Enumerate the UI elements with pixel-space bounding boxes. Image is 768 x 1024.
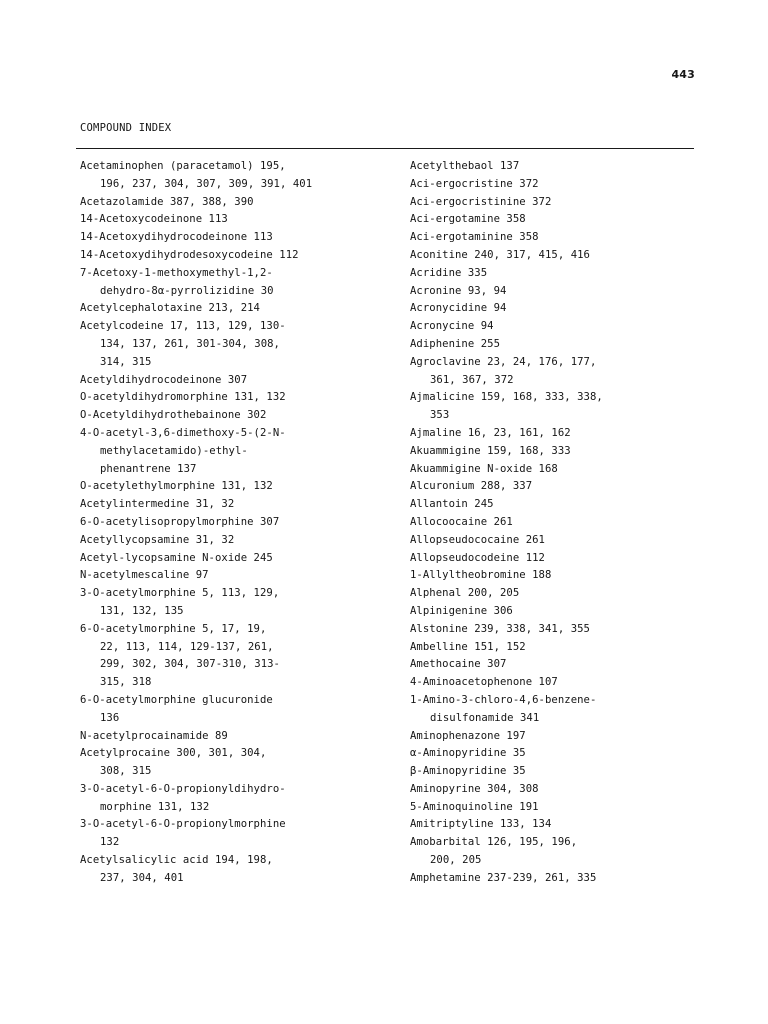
index-entry: 4-O-acetyl-3,6-dimethoxy-5-(2-N- bbox=[80, 426, 286, 439]
index-entry-continuation: phenantrene 137 bbox=[100, 462, 197, 475]
index-entry: 5-Aminoquinoline 191 bbox=[410, 800, 539, 813]
index-entry: Aci-ergocristine 372 bbox=[410, 177, 539, 190]
index-entry: Aci-ergotamine 358 bbox=[410, 213, 526, 226]
index-entry: Aconitine 240, 317, 415, 416 bbox=[410, 248, 590, 261]
index-entry: Acronycine 94 bbox=[410, 320, 494, 333]
index-entry-continuation: 132 bbox=[100, 836, 120, 849]
index-entry: Acronycidine 94 bbox=[410, 302, 507, 315]
index-entry: Alstonine 239, 338, 341, 355 bbox=[410, 622, 590, 635]
index-entry: 1-Allyltheobromine 188 bbox=[410, 569, 552, 582]
index-entry: Alcuronium 288, 337 bbox=[410, 480, 533, 493]
page-number: 443 bbox=[671, 68, 695, 81]
index-entry: Adiphenine 255 bbox=[410, 337, 500, 350]
index-entry: Allocoocaine 261 bbox=[410, 515, 513, 528]
index-entry: Acetyl-lycopsamine N-oxide 245 bbox=[80, 551, 273, 564]
index-entry: Agroclavine 23, 24, 176, 177, bbox=[410, 355, 597, 368]
index-entry: Allantoin 245 bbox=[410, 498, 494, 511]
index-entry-continuation: 308, 315 bbox=[100, 765, 152, 778]
index-entry: Acetylsalicylic acid 194, 198, bbox=[80, 854, 273, 867]
index-entry: Acetylthebaol 137 bbox=[410, 160, 520, 172]
index-entry: 3-O-acetyl-6-O-propionyldihydro- bbox=[80, 782, 286, 795]
index-entry: Ajmaline 16, 23, 161, 162 bbox=[410, 426, 571, 439]
index-entry: O-Acetyldihydrothebainone 302 bbox=[80, 409, 267, 422]
index-entry: Aci-ergotaminine 358 bbox=[410, 231, 539, 244]
index-entry: Acronine 93, 94 bbox=[410, 284, 507, 297]
index-entry: Amobarbital 126, 195, 196, bbox=[410, 836, 578, 849]
index-entry: 3-O-acetyl-6-O-propionylmorphine bbox=[80, 818, 286, 831]
index-entry: Amitriptyline 133, 134 bbox=[410, 818, 552, 831]
index-entry: 6-O-acetylmorphine 5, 17, 19, bbox=[80, 622, 267, 635]
index-entry-continuation: 299, 302, 304, 307-310, 313- bbox=[100, 658, 280, 671]
header-rule bbox=[76, 148, 694, 149]
index-entry-continuation: dehydro-8α-pyrrolizidine 30 bbox=[100, 284, 274, 297]
index-entry-continuation: 237, 304, 401 bbox=[100, 871, 184, 884]
index-entry: Acetylintermedine 31, 32 bbox=[80, 498, 235, 511]
index-entry: Aminopyrine 304, 308 bbox=[410, 782, 539, 795]
index-entry: Allopseudocodeine 112 bbox=[410, 551, 545, 564]
index-entry: Acetylprocaine 300, 301, 304, bbox=[80, 747, 267, 760]
index-entry-continuation: 196, 237, 304, 307, 309, 391, 401 bbox=[100, 177, 313, 190]
index-entry-continuation: 136 bbox=[100, 711, 120, 724]
index-entry-continuation: methylacetamido)-ethyl- bbox=[100, 444, 248, 457]
index-entry: Acetyllycopsamine 31, 32 bbox=[80, 533, 235, 546]
index-title: COMPOUND INDEX bbox=[80, 122, 172, 134]
index-entry: Ambelline 151, 152 bbox=[410, 640, 526, 653]
index-entry: Acetylcephalotaxine 213, 214 bbox=[80, 302, 260, 315]
index-entry-continuation: 315, 318 bbox=[100, 676, 152, 689]
index-entry: Acetaminophen (paracetamol) 195, bbox=[80, 160, 286, 172]
index-entry: Acetylcodeine 17, 113, 129, 130- bbox=[80, 320, 286, 333]
index-entry-continuation: 22, 113, 114, 129-137, 261, bbox=[100, 640, 274, 653]
index-entry: Alphenal 200, 205 bbox=[410, 587, 520, 600]
index-entry: Acridine 335 bbox=[410, 266, 488, 279]
index-entry: 14-Acetoxycodeinone 113 bbox=[80, 213, 228, 226]
index-column-right bbox=[410, 158, 710, 888]
index-entry: O-acetyldihydromorphine 131, 132 bbox=[80, 391, 286, 404]
index-entry: Ajmalicine 159, 168, 333, 338, bbox=[410, 391, 603, 404]
index-entry: Acetyldihydrocodeinone 307 bbox=[80, 373, 248, 386]
index-entry: 7-Acetoxy-1-methoxymethyl-1,2- bbox=[80, 266, 273, 279]
index-column-left bbox=[80, 158, 400, 888]
index-entry-continuation: 361, 367, 372 bbox=[430, 373, 514, 386]
index-entry-continuation: 314, 315 bbox=[100, 355, 152, 368]
index-entry: N-acetylprocainamide 89 bbox=[80, 729, 228, 742]
index-entry: 6-O-acetylmorphine glucuronide bbox=[80, 693, 273, 706]
index-entry: 14-Acetoxydihydrocodeinone 113 bbox=[80, 231, 273, 244]
index-entry: 1-Amino-3-chloro-4,6-benzene- bbox=[410, 693, 597, 706]
index-entry: Allopseudococaine 261 bbox=[410, 533, 545, 546]
index-entry: 14-Acetoxydihydrodesoxycodeine 112 bbox=[80, 248, 299, 261]
index-entry-continuation: disulfonamide 341 bbox=[430, 711, 540, 724]
index-entry: Acetazolamide 387, 388, 390 bbox=[80, 195, 254, 208]
index-entry: O-acetylethylmorphine 131, 132 bbox=[80, 480, 273, 493]
index-entry: Akuammigine N-oxide 168 bbox=[410, 462, 558, 475]
index-entry: Aminophenazone 197 bbox=[410, 729, 526, 742]
index-entry: β-Aminopyridine 35 bbox=[410, 765, 526, 778]
index-entry: α-Aminopyridine 35 bbox=[410, 747, 526, 760]
index-entry: N-acetylmescaline 97 bbox=[80, 569, 209, 582]
index-entry-continuation: morphine 131, 132 bbox=[100, 800, 210, 813]
index-entry: Aci-ergocristinine 372 bbox=[410, 195, 552, 208]
index-entry: Alpinigenine 306 bbox=[410, 604, 513, 617]
index-entry: 3-O-acetylmorphine 5, 113, 129, bbox=[80, 587, 280, 600]
index-entry-continuation: 200, 205 bbox=[430, 854, 482, 867]
index-entry: Akuammigine 159, 168, 333 bbox=[410, 444, 571, 457]
index-entry-continuation: 131, 132, 135 bbox=[100, 604, 184, 617]
index-entry: 4-Aminoacetophenone 107 bbox=[410, 676, 558, 689]
index-entry-continuation: 353 bbox=[430, 409, 450, 422]
index-entry-continuation: 134, 137, 261, 301-304, 308, bbox=[100, 337, 280, 350]
index-entry: 6-O-acetylisopropylmorphine 307 bbox=[80, 515, 280, 528]
index-entry: Amphetamine 237-239, 261, 335 bbox=[410, 871, 597, 884]
index-entry: Amethocaine 307 bbox=[410, 658, 507, 671]
